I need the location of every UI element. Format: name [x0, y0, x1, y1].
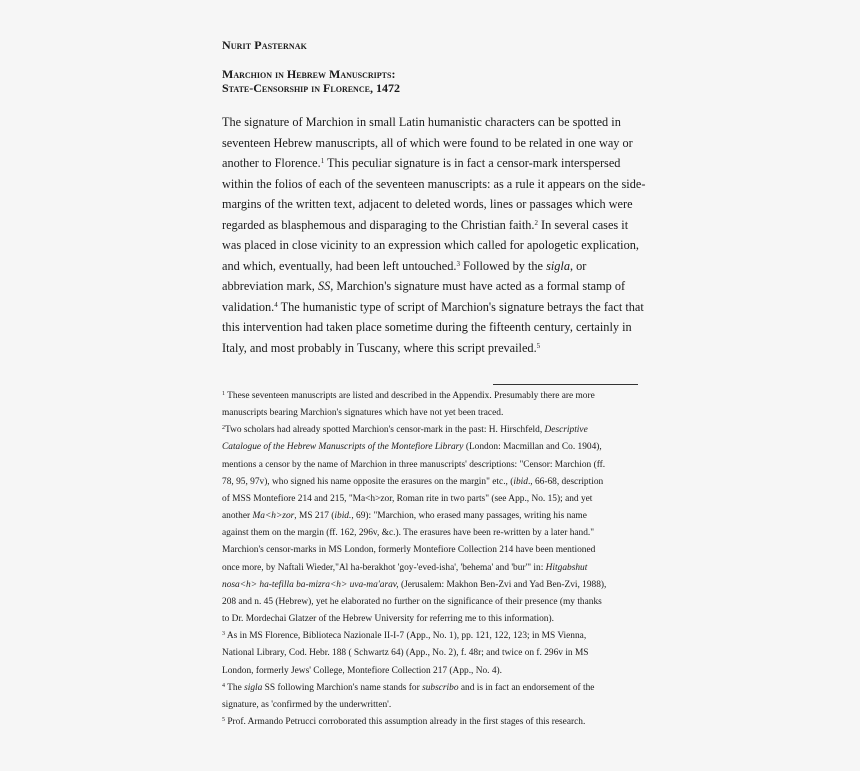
footnotes — [222, 388, 642, 731]
text: regarded as blasphemous and disparaging to the Christian faith. — [222, 217, 535, 232]
text: These seventeen manuscripts are listed and described in the Appendix. Presumably there are more — [225, 391, 595, 401]
text: , MS 217 ( — [294, 511, 335, 522]
text: , Marchion's signature must have acted as a formal stamp of — [330, 279, 626, 293]
footnote-ref-5[interactable]: 5 — [536, 341, 541, 350]
body-line: margins of the written text, adjacent to deleted words, lines or passages which were — [222, 197, 633, 211]
footnote-line: to Dr. Mordechai Glatzer of the Hebrew University for referring me to this information). — [222, 614, 554, 625]
italic-term: Ma<h>zor — [252, 511, 295, 522]
title-line-1: Marchion in Hebrew Manuscripts: — [222, 67, 396, 81]
text: Followed by the — [459, 258, 547, 273]
body-line: was placed in close vicinity to an expression which called for apologetic explication, — [222, 238, 639, 252]
footnote-number: 3 — [222, 631, 225, 638]
italic-title: Descriptive — [544, 425, 588, 436]
footnote-line: 208 and n. 45 (Hebrew), yet he elaborated no further on the significance of their presence (my thanks — [222, 596, 602, 607]
footnote-number: 2 — [222, 425, 225, 432]
body-line: seventeen Hebrew manuscripts, all of which were found to be related in one way or — [222, 135, 633, 150]
footnote-1 — [222, 388, 642, 405]
italic-term: SS — [317, 279, 331, 293]
footnote-line: National Library, Cod. Hebr. 188 ( Schwartz 64) (App., No. 2), f. 48r; and twice on f. 296v in MS — [222, 648, 589, 659]
text: another to Florence. — [222, 156, 321, 170]
footnote-line — [222, 508, 642, 525]
text: As in MS Florence, Biblioteca Nazionale II-I-7 (App., No. 1), pp. 121, 122, 123; in MS Vienna, — [225, 631, 587, 642]
title-line-2: State-Censorship in Florence, 1472 — [222, 81, 400, 95]
italic-title: nosa<h> ha-tefilla ba-mizra<h> uva-ma'arav, — [222, 579, 399, 590]
text: Two scholars had already spotted Marchion's censor-mark in the past: H. Hirschfeld, — [225, 425, 545, 436]
italic-term: subscribo — [422, 682, 459, 693]
text: In several cases it — [537, 217, 629, 232]
footnote-3 — [222, 628, 642, 645]
footnote-ref-3[interactable]: 3 — [456, 259, 460, 268]
body-line: within the folios of each of the seventeen manuscripts: as a rule it appears on the side- — [222, 176, 646, 191]
text: 78, 95, 97v), who signed his name opposite the erasures on the margin" etc., ( — [222, 476, 514, 487]
text: The humanistic type of script of Marchion's signature betrays the fact that — [277, 299, 644, 314]
footnote-line: London, formerly Jews' College, Montefiore Collection 217 (App., No. 4). — [222, 665, 503, 676]
footnote-line: of MSS Montefiore 214 and 215, "Ma<h>zor, Roman rite in two parts" (see App., No. 15); and yet — [222, 493, 593, 504]
footnote-line — [222, 577, 642, 594]
footnote-4 — [222, 680, 642, 697]
body-paragraph — [222, 112, 646, 358]
footnote-line — [222, 474, 642, 491]
footnote-number: 5 — [222, 716, 225, 723]
italic-term: ibid. — [334, 511, 352, 522]
body-line — [222, 153, 642, 174]
body-line — [222, 215, 642, 236]
footnote-line: signature, as 'confirmed by the underwritten'. — [222, 699, 392, 710]
footnote-number: 4 — [222, 682, 225, 689]
body-line: The signature of Marchion in small Latin humanistic characters can be spotted in — [222, 115, 621, 129]
text: The — [225, 682, 245, 693]
italic-title: Catalogue of the Hebrew Manuscripts of the Montefiore Library — [222, 442, 464, 453]
footnote-ref-1[interactable]: 1 — [320, 157, 325, 165]
footnote-5 — [222, 714, 642, 731]
italic-term: ibid — [513, 476, 528, 487]
footnote-ref-2[interactable]: 2 — [534, 218, 538, 227]
text: , 69): "Marchion, who erased many passages, writing his name — [351, 511, 587, 522]
footnote-line — [222, 439, 642, 456]
text: validation. — [222, 299, 275, 314]
footnote-2 — [222, 422, 642, 439]
footnote-ref-4[interactable]: 4 — [274, 300, 278, 309]
body-line — [222, 256, 642, 277]
text: once more, by Naftali Wieder,"Al ha-berakhot 'goy-'eved-isha', 'behema' and 'bur'" in: — [222, 562, 546, 573]
body-line — [222, 338, 642, 359]
italic-title: Hitgabshut — [545, 562, 588, 573]
text: and is in fact an endorsement of the — [458, 682, 595, 693]
footnote-line: against them on the margin (ff. 162, 296v, &c.). The erasures have been re-written by a later hand." — [222, 528, 595, 539]
text: SS following Marchion's name stands for — [262, 682, 423, 693]
text: Prof. Armando Petrucci corroborated this assumption already in the first stages of this research. — [225, 716, 586, 727]
text: , or — [569, 258, 587, 273]
body-line — [222, 297, 642, 318]
footnote-line: manuscripts bearing Marchion's signatures which have not yet been traced. — [222, 408, 504, 419]
text: (Jerusalem: Makhon Ben-Zvi and Yad Ben-Zvi, 1988), — [398, 579, 607, 590]
footnote-separator — [493, 384, 638, 385]
text: and which, eventually, had been left untouched. — [222, 258, 457, 273]
footnote-number: 1 — [222, 391, 225, 397]
footnote-line — [222, 560, 642, 577]
text: (London: Macmillan and Co. 1904), — [463, 442, 602, 453]
italic-term: sigla — [244, 682, 263, 693]
italic-term: sigla — [546, 258, 570, 273]
text: Italy, and most probably in Tuscany, where this script prevailed. — [222, 340, 537, 355]
body-line — [222, 276, 642, 297]
author-name: Nurit Pasternak — [222, 38, 307, 52]
footnote-line: mentions a censor by the name of Marchion in three manuscripts' descriptions: "Censor: Marchion (ff. — [222, 459, 606, 470]
footnote-line: Marchion's censor-marks in MS London, formerly Montefiore Collection 214 have been mentioned — [222, 545, 596, 556]
text: ., 66-68, description — [527, 476, 604, 487]
text: This peculiar signature is in fact a censor-mark interspersed — [324, 156, 621, 170]
article-title — [222, 67, 400, 95]
body-line: this intervention had taken place sometime during the fifteenth century, certainly in — [222, 320, 632, 334]
text: abbreviation mark, — [222, 279, 318, 293]
text: another — [222, 511, 253, 522]
